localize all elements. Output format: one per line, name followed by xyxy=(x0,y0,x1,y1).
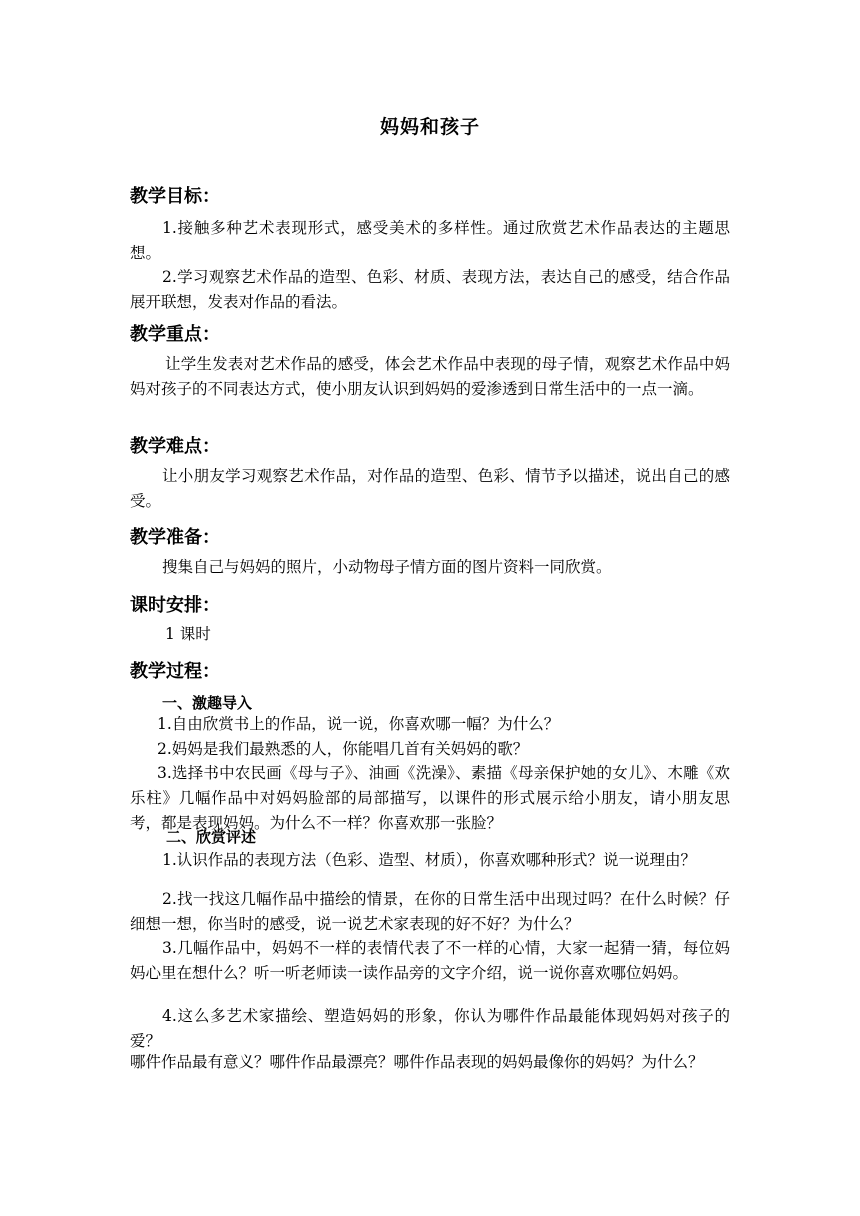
process-part2-item-3: 3.几幅作品中，妈妈不一样的表情代表了不一样的心情，大家一起猜一猜，每位妈妈心里在想什么？听一听老师读一读作品旁的文字介绍，说一说你喜欢哪位妈妈。 xyxy=(130,939,730,982)
difficulties-text: 让小朋友学习观察艺术作品，对作品的造型、色彩、情节予以描述，说出自己的感受。 xyxy=(130,467,730,510)
process-part1-item-1: 1.自由欣赏书上的作品，说一说，你喜欢哪一幅？为什么？ xyxy=(157,715,560,733)
objectives-item-1: 1.接触多种艺术表现形式，感受美术的多样性。通过欣赏艺术作品表达的主题思想。 xyxy=(130,219,730,262)
schedule-heading: 课时安排： xyxy=(130,595,220,616)
objectives-item-2: 2.学习观察艺术作品的造型、色彩、材质、表现方法，表达自己的感受，结合作品展开联想，发表对作品的看法。 xyxy=(130,268,730,311)
preparation-text: 搜集自己与妈妈的照片，小动物母子情方面的图片资料一同欣赏。 xyxy=(162,558,612,576)
process-part1-item-2: 2.妈妈是我们最熟悉的人，你能唱几首有关妈妈的歌？ xyxy=(157,740,529,758)
objectives-heading: 教学目标： xyxy=(130,186,220,207)
document-title: 妈妈和孩子 xyxy=(379,116,480,138)
process-part2-item-1: 1.认识作品的表现方法（色彩、造型、材质），你喜欢哪种形式？说一说理由？ xyxy=(162,851,697,869)
process-part1-title: 一、激趣导入 xyxy=(162,694,253,712)
preparation-heading: 教学准备： xyxy=(130,527,220,548)
process-part2-item-5: 哪件作品最有意义？哪件作品最漂亮？哪件作品表现的妈妈最像你的妈妈？为什么？ xyxy=(130,1053,704,1071)
process-part1-item-3: 3.选择书中农民画《母与子》、油画《洗澡》、素描《母亲保护她的女儿》、木雕《欢乐柱》几幅作品中对妈妈脸部的局部描写，以课件的形式展示给小朋友，请小朋友思考，都是表现妈妈。为什么不一样？你喜欢那一张脸？ xyxy=(130,764,730,832)
key-points-heading: 教学重点： xyxy=(130,324,220,345)
process-heading: 教学过程： xyxy=(130,661,220,682)
process-part2-item-2: 2.找一找这几幅作品中描绘的情景，在你的日常生活中出现过吗？在什么时候？仔细想一想，你当时的感受，说一说艺术家表现的好不好？为什么？ xyxy=(130,890,730,933)
process-part2-item-4: 4.这么多艺术家描绘、塑造妈妈的形象，你认为哪件作品最能体现妈妈对孩子的爱？ xyxy=(130,1007,730,1050)
difficulties-heading: 教学难点： xyxy=(130,436,220,457)
process-part2-title: 二、欣赏评述 xyxy=(166,828,257,846)
schedule-text: 1 课时 xyxy=(165,625,211,643)
key-points-text: 让学生发表对艺术作品的感受，体会艺术作品中表现的母子情，观察艺术作品中妈妈对孩子的不同表达方式，使小朋友认识到妈妈的爱渗透到日常生活中的一点一滴。 xyxy=(130,355,730,398)
